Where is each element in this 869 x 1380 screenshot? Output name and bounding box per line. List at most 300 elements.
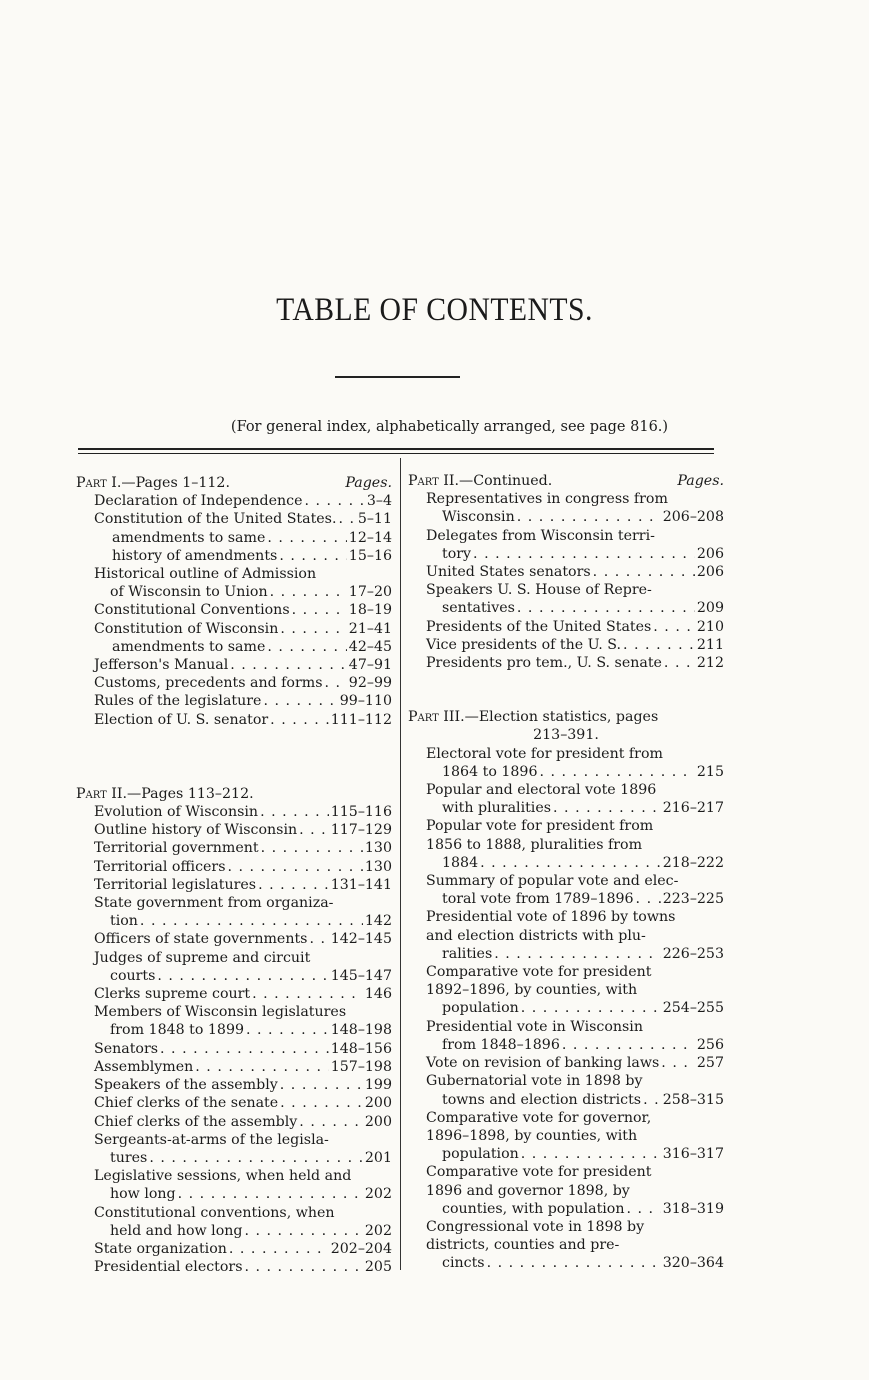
- toc-entry: [94, 1204, 392, 1240]
- toc-entry: [426, 745, 724, 781]
- toc-entry-title: Presidents of the United States: [426, 618, 652, 635]
- toc-entry-row: [94, 656, 392, 674]
- dot-leader: [653, 618, 695, 636]
- toc-entry-title-line: 1896 and governor 1898, by: [426, 1182, 630, 1199]
- toc-entry-title: Constitution of Wisconsin: [94, 620, 279, 637]
- toc-entry-pages: 142: [364, 913, 392, 930]
- toc-entry-title: from 1848–1896: [442, 1036, 560, 1053]
- toc-entry-title-line: Legislative sessions, when held and: [94, 1168, 352, 1185]
- toc-entry: [426, 963, 724, 1018]
- toc-entry-pages: 202: [364, 1222, 392, 1239]
- dot-leader: [521, 999, 661, 1017]
- toc-entry-title-line: Delegates from Wisconsin terri-: [426, 527, 655, 544]
- dot-leader: [338, 510, 355, 528]
- toc-entry-pages: 206–208: [662, 509, 724, 526]
- toc-entry-row: [94, 583, 392, 601]
- dot-leader: [252, 985, 363, 1003]
- toc-entry-row: [426, 945, 724, 963]
- toc-entry-title: Clerks supreme court: [94, 986, 251, 1003]
- toc-entry-pages: 218–222: [662, 854, 724, 871]
- title-rule: [335, 376, 460, 378]
- toc-entry-title-line: Comparative vote for governor,: [426, 1109, 652, 1126]
- dot-leader: [280, 1094, 363, 1112]
- toc-entry-pages: 200: [364, 1113, 392, 1130]
- dot-leader: [267, 638, 346, 656]
- toc-entry-row: [94, 601, 392, 619]
- toc-entry: [94, 601, 392, 619]
- toc-entry-title: toral vote from 1789–1896: [442, 891, 634, 908]
- toc-entry: [426, 618, 724, 636]
- toc-entry: [94, 821, 392, 839]
- toc-entry: [426, 872, 724, 908]
- toc-entry-row: [94, 930, 392, 948]
- toc-entry-pages: 146: [364, 986, 392, 1003]
- dot-leader: [309, 930, 328, 948]
- dot-leader: [270, 583, 347, 601]
- dot-leader: [244, 1258, 362, 1276]
- dot-leader: [261, 839, 363, 857]
- toc-entry: [94, 1058, 392, 1076]
- toc-entry-row: [426, 1145, 724, 1163]
- toc-entry: [426, 1018, 724, 1054]
- dot-leader: [157, 967, 328, 985]
- toc-entry-pages: 3–4: [366, 493, 392, 510]
- toc-entry-title: Wisconsin: [442, 509, 515, 526]
- toc-entry: [112, 529, 392, 547]
- toc-entry-title-line: Popular vote for president from: [426, 818, 654, 835]
- toc-entry: [94, 1240, 392, 1258]
- dot-leader: [593, 563, 695, 581]
- toc-entry-title-line: Popular and electoral vote 1896: [426, 782, 657, 799]
- toc-entry-pages: 258–315: [662, 1091, 724, 1108]
- toc-entry-pages: 115–116: [330, 804, 392, 821]
- toc-entry: [426, 817, 724, 872]
- column-divider: [400, 458, 401, 1270]
- toc-entry-row: [94, 692, 392, 710]
- toc-entry-pages: 318–319: [662, 1200, 724, 1217]
- dot-leader: [149, 1149, 363, 1167]
- toc-entry: [94, 1076, 392, 1094]
- toc-entry-title-line: Presidential vote of 1896 by towns: [426, 909, 676, 926]
- toc-entry-title: population: [442, 1146, 519, 1163]
- part-range: III.—Election statistics, pages: [438, 709, 659, 726]
- part2-entries: [76, 803, 392, 1276]
- dot-leader: [299, 821, 329, 839]
- toc-entry-row: [94, 674, 392, 692]
- toc-entry-row: [94, 839, 392, 857]
- toc-entry-pages: 206: [696, 545, 724, 562]
- toc-entry-row: [94, 1040, 392, 1058]
- toc-entry: [426, 1072, 724, 1108]
- toc-entry-title: with pluralities: [442, 800, 552, 817]
- toc-entry-title: tures: [110, 1149, 148, 1166]
- dot-leader: [263, 692, 337, 710]
- dot-leader: [178, 1185, 363, 1203]
- toc-entry-row: [426, 890, 724, 908]
- toc-entry-title-line: Sergeants-at-arms of the legisla-: [94, 1131, 329, 1148]
- toc-entry-row: [94, 912, 392, 930]
- toc-entry: [94, 949, 392, 985]
- toc-entry-title-line: Gubernatorial vote in 1898 by: [426, 1073, 643, 1090]
- toc-entry-pages: 199: [364, 1077, 392, 1094]
- toc-entry-pages: 148–198: [330, 1022, 392, 1039]
- dot-leader: [244, 1222, 362, 1240]
- dot-leader: [661, 1054, 695, 1072]
- toc-entry-title: amendments to same: [112, 529, 266, 546]
- dot-leader: [553, 799, 661, 817]
- toc-entry-pages: 145–147: [330, 967, 392, 984]
- toc-entry-row: [94, 620, 392, 638]
- toc-entry-title-line: Representatives in congress from: [426, 491, 668, 508]
- dot-leader: [280, 1076, 363, 1094]
- toc-entry-title-line: Summary of popular vote and elec-: [426, 873, 679, 890]
- toc-entry-row: [426, 618, 724, 636]
- dot-leader: [480, 854, 661, 872]
- dot-leader: [270, 711, 329, 729]
- toc-entry-title: Declaration of Independence: [94, 493, 303, 510]
- page-title: TABLE OF CONTENTS.: [276, 292, 593, 328]
- toc-entry: [426, 1218, 724, 1273]
- part3-heading-line2: 213–391.: [533, 727, 599, 744]
- toc-entry-title-line: Electoral vote for president from: [426, 745, 663, 762]
- toc-entry-title: Territorial legislatures: [94, 876, 257, 893]
- dot-leader: [664, 654, 695, 672]
- toc-entry-title: tory: [442, 545, 472, 562]
- pages-label: Pages.: [345, 475, 392, 491]
- toc-entry: [94, 1003, 392, 1039]
- toc-entry-pages: 206: [696, 564, 724, 581]
- toc-entry: [426, 1109, 724, 1164]
- dot-leader: [258, 876, 329, 894]
- toc-entry-title: held and how long: [110, 1222, 243, 1239]
- toc-entry-title: Customs, precedents and forms: [94, 675, 323, 692]
- toc-entry: [426, 527, 724, 563]
- toc-entry-pages: 223–225: [662, 891, 724, 908]
- dot-leader: [304, 492, 364, 510]
- toc-entry: [94, 692, 392, 710]
- toc-entry-row: [94, 1021, 392, 1039]
- toc-entry-pages: 130: [364, 858, 392, 875]
- toc-entry-pages: 15–16: [348, 547, 392, 564]
- toc-entry-title-line: Judges of supreme and circuit: [94, 949, 311, 966]
- toc-entry-pages: 216–217: [662, 800, 724, 817]
- toc-entry-pages: 316–317: [662, 1146, 724, 1163]
- toc-entry-row: [426, 654, 724, 672]
- toc-entry: [426, 581, 724, 617]
- toc-entry: [94, 711, 392, 729]
- part-word: Part: [408, 473, 439, 489]
- dot-leader: [521, 1145, 661, 1163]
- toc-entry-pages: 12–14: [348, 529, 392, 546]
- toc-entry-pages: 130: [364, 840, 392, 857]
- toc-entry-row: [426, 599, 724, 617]
- toc-entry-title: 1864 to 1896: [442, 763, 538, 780]
- toc-entry-row: [94, 711, 392, 729]
- header-rule-thin: [78, 453, 714, 454]
- toc-entry-title-line: districts, counties and pre-: [426, 1237, 620, 1254]
- dot-leader: [626, 1200, 660, 1218]
- toc-entry-row: [94, 1058, 392, 1076]
- toc-entry: [112, 547, 392, 565]
- toc-entry-row: [426, 799, 724, 817]
- toc-entry-pages: 257: [696, 1055, 724, 1072]
- toc-entry: [94, 876, 392, 894]
- toc-entry: [94, 656, 392, 674]
- toc-entry: [94, 803, 392, 821]
- toc-entry-title: Jefferson's Manual: [94, 657, 229, 674]
- toc-entry: [94, 858, 392, 876]
- toc-entry-title: Constitutional Conventions: [94, 602, 290, 619]
- toc-entry-title-line: Speakers U. S. House of Repre-: [426, 582, 652, 599]
- dot-leader: [280, 620, 346, 638]
- toc-entry: [94, 839, 392, 857]
- toc-entry-pages: 215: [696, 763, 724, 780]
- toc-entry-title: Vice presidents of the U. S.: [426, 636, 622, 653]
- toc-entry-pages: 209: [696, 600, 724, 617]
- toc-entry: [94, 1167, 392, 1203]
- toc-entry-row: [94, 510, 392, 528]
- dot-leader: [539, 763, 694, 781]
- toc-entry-pages: 92–99: [348, 675, 392, 692]
- left-column: [76, 474, 392, 1276]
- part-range: II.—Continued.: [438, 473, 553, 489]
- toc-entry-row: [94, 1094, 392, 1112]
- toc-entry-row: [94, 803, 392, 821]
- toc-entry: [426, 636, 724, 654]
- toc-entry: [112, 638, 392, 656]
- toc-entry-row: [94, 985, 392, 1003]
- toc-entry-pages: 21–41: [348, 620, 392, 637]
- toc-entry-title-line: Presidential vote in Wisconsin: [426, 1018, 643, 1035]
- toc-entry-row: [94, 1185, 392, 1203]
- part1-heading-text: [76, 474, 230, 492]
- spacer: [76, 729, 392, 785]
- toc-entry: [94, 510, 392, 528]
- toc-entry-pages: 211: [696, 636, 724, 653]
- toc-entry-title-line: Historical outline of Admission: [94, 566, 317, 583]
- dot-leader: [230, 656, 347, 674]
- toc-entry-pages: 200: [364, 1095, 392, 1112]
- toc-entry-title: Rules of the legislature: [94, 693, 262, 710]
- toc-entry-title: Chief clerks of the assembly: [94, 1113, 298, 1130]
- toc-entry-title: counties, with population: [442, 1200, 625, 1217]
- toc-entry-row: [426, 999, 724, 1017]
- part-word: Part: [408, 709, 439, 726]
- toc-entry-row: [112, 638, 392, 656]
- toc-entry: [426, 1054, 724, 1072]
- toc-entry-title-line: Members of Wisconsin legislatures: [94, 1004, 347, 1021]
- toc-entry-title: Election of U. S. senator: [94, 711, 269, 728]
- toc-entry: [94, 492, 392, 510]
- toc-entry-title: tion: [110, 913, 138, 930]
- toc-entry: [426, 908, 724, 963]
- dot-leader: [324, 674, 346, 692]
- part1-heading: [76, 474, 392, 492]
- dot-leader: [473, 545, 695, 563]
- dot-leader: [228, 858, 363, 876]
- toc-entry-row: [426, 1036, 724, 1054]
- toc-entry-title-line: State government from organiza-: [94, 895, 334, 912]
- toc-entry-pages: 256: [696, 1036, 724, 1053]
- dot-leader: [140, 912, 363, 930]
- toc-entry-title: of Wisconsin to Union: [110, 584, 268, 601]
- part-range: II.—Pages 113–212.: [106, 785, 254, 802]
- toc-entry-pages: 142–145: [330, 931, 392, 948]
- toc-entry-title: cincts: [442, 1255, 485, 1272]
- toc-entry: [94, 894, 392, 930]
- toc-entry-title: Speakers of the assembly: [94, 1077, 278, 1094]
- toc-entry-title: history of amendments: [112, 547, 278, 564]
- dot-leader: [279, 547, 346, 565]
- toc-entry-row: [94, 858, 392, 876]
- toc-entry-title: Presidential electors: [94, 1259, 243, 1276]
- toc-entry-pages: 202–204: [330, 1240, 392, 1257]
- toc-entry: [94, 1094, 392, 1112]
- toc-entry-title: Territorial government: [94, 840, 259, 857]
- right-column: [408, 472, 724, 1273]
- toc-entry-title: courts: [110, 967, 156, 984]
- part2-continued-heading-text: [408, 472, 552, 490]
- toc-entry-row: [426, 1054, 724, 1072]
- toc-entry-pages: 42–45: [348, 638, 392, 655]
- toc-entry-pages: 131–141: [330, 876, 392, 893]
- toc-entry: [426, 490, 724, 526]
- toc-entry-title: Vote on revision of banking laws: [426, 1055, 660, 1072]
- toc-entry: [94, 930, 392, 948]
- toc-entry: [426, 781, 724, 817]
- toc-entry-row: [426, 545, 724, 563]
- dot-leader: [229, 1240, 329, 1258]
- part3-heading: [408, 708, 724, 726]
- toc-entry-row: [94, 1113, 392, 1131]
- toc-entry: [426, 563, 724, 581]
- toc-entry-title: Evolution of Wisconsin: [94, 804, 259, 821]
- toc-entry: [426, 1163, 724, 1218]
- toc-entry-title: from 1848 to 1899: [110, 1022, 245, 1039]
- toc-entry-row: [94, 1222, 392, 1240]
- dot-leader: [246, 1021, 329, 1039]
- toc-entry-title: Presidents pro tem., U. S. senate: [426, 655, 662, 672]
- dot-leader: [260, 803, 329, 821]
- dot-leader: [517, 508, 661, 526]
- part1-entries: [76, 492, 392, 729]
- toc-entry-pages: 202: [364, 1186, 392, 1203]
- toc-entry-row: [94, 821, 392, 839]
- part3-entries: [408, 745, 724, 1273]
- toc-entry: [94, 565, 392, 601]
- dot-leader: [160, 1040, 329, 1058]
- toc-entry-row: [94, 492, 392, 510]
- part-word: Part: [76, 785, 107, 802]
- part-word: Part: [76, 475, 107, 491]
- toc-entry-row: [94, 1149, 392, 1167]
- spacer: [408, 672, 724, 708]
- toc-entry-title: Chief clerks of the senate: [94, 1095, 279, 1112]
- dot-leader: [299, 1113, 363, 1131]
- toc-entry-title: Territorial officers: [94, 858, 226, 875]
- toc-entry-row: [426, 854, 724, 872]
- toc-entry-row: [94, 967, 392, 985]
- toc-entry-pages: 111–112: [330, 711, 392, 728]
- toc-entry: [94, 1258, 392, 1276]
- general-index-note: (For general index, alphabetically arranged, see page 816.): [230, 419, 669, 435]
- toc-entry-row: [426, 1254, 724, 1272]
- toc-entry-title: State organization: [94, 1240, 227, 1257]
- toc-entry-row: [426, 763, 724, 781]
- toc-entry-pages: 205: [364, 1259, 392, 1276]
- dot-leader: [195, 1058, 328, 1076]
- toc-entry: [94, 1113, 392, 1131]
- dot-leader: [494, 945, 661, 963]
- toc-entry-row: [94, 876, 392, 894]
- toc-entry: [426, 654, 724, 672]
- toc-entry-title-line: Comparative vote for president: [426, 964, 652, 981]
- toc-entry-title-line: Congressional vote in 1898 by: [426, 1218, 645, 1235]
- toc-entry-title-line: 1856 to 1888, pluralities from: [426, 836, 643, 853]
- toc-entry-title: Outline history of Wisconsin: [94, 822, 298, 839]
- toc-entry-pages: 17–20: [348, 584, 392, 601]
- toc-entry-title-line: 1896–1898, by counties, with: [426, 1127, 638, 1144]
- toc-entry-title-line: Comparative vote for president: [426, 1164, 652, 1181]
- toc-entry-row: [426, 563, 724, 581]
- dot-leader: [267, 529, 346, 547]
- toc-entry-title: towns and election districts: [442, 1091, 642, 1108]
- toc-entry-pages: 148–156: [330, 1040, 392, 1057]
- part2-continued-entries: [408, 490, 724, 672]
- part2-continued-heading: [408, 472, 724, 490]
- toc-entry-title: Officers of state governments: [94, 931, 308, 948]
- dot-leader: [487, 1254, 661, 1272]
- toc-entry: [94, 1040, 392, 1058]
- toc-entry: [94, 674, 392, 692]
- toc-entry-title-line: Constitutional conventions, when: [94, 1204, 335, 1221]
- toc-entry-title: ralities: [442, 945, 493, 962]
- toc-entry-title-line: and election districts with plu-: [426, 927, 646, 944]
- dot-leader: [636, 890, 661, 908]
- dot-leader: [562, 1036, 695, 1054]
- dot-leader: [292, 601, 347, 619]
- toc-entry-row: [94, 1240, 392, 1258]
- toc-entry-row: [94, 1258, 392, 1276]
- dot-leader: [623, 636, 695, 654]
- pages-label: Pages.: [677, 473, 724, 489]
- toc-entry-pages: 117–129: [330, 822, 392, 839]
- toc-entry-title: Senators: [94, 1040, 159, 1057]
- toc-entry-row: [94, 1076, 392, 1094]
- toc-entry: [94, 620, 392, 638]
- toc-entry-title: sentatives: [442, 600, 515, 617]
- toc-entry-pages: 201: [364, 1149, 392, 1166]
- part-range: I.—Pages 1–112.: [106, 475, 230, 491]
- toc-entry-pages: 47–91: [348, 657, 392, 674]
- toc-entry-pages: 18–19: [348, 602, 392, 619]
- toc-entry: [94, 1131, 392, 1167]
- toc-entry-title: how long: [110, 1186, 176, 1203]
- toc-entry-row: [112, 529, 392, 547]
- toc-entry-title: population: [442, 1000, 519, 1017]
- header-rule-thick: [78, 448, 714, 450]
- toc-entry-title: United States senators: [426, 564, 591, 581]
- toc-entry-pages: 254–255: [662, 1000, 724, 1017]
- toc-entry-title: amendments to same: [112, 638, 266, 655]
- toc-entry-title: Constitution of the United States.: [94, 511, 337, 528]
- toc-entry: [94, 985, 392, 1003]
- toc-entry-row: [426, 636, 724, 654]
- toc-entry-title-line: 1892–1896, by counties, with: [426, 982, 638, 999]
- toc-entry-pages: 212: [696, 655, 724, 672]
- toc-entry-pages: 320–364: [662, 1255, 724, 1272]
- toc-entry-pages: 99–110: [339, 693, 392, 710]
